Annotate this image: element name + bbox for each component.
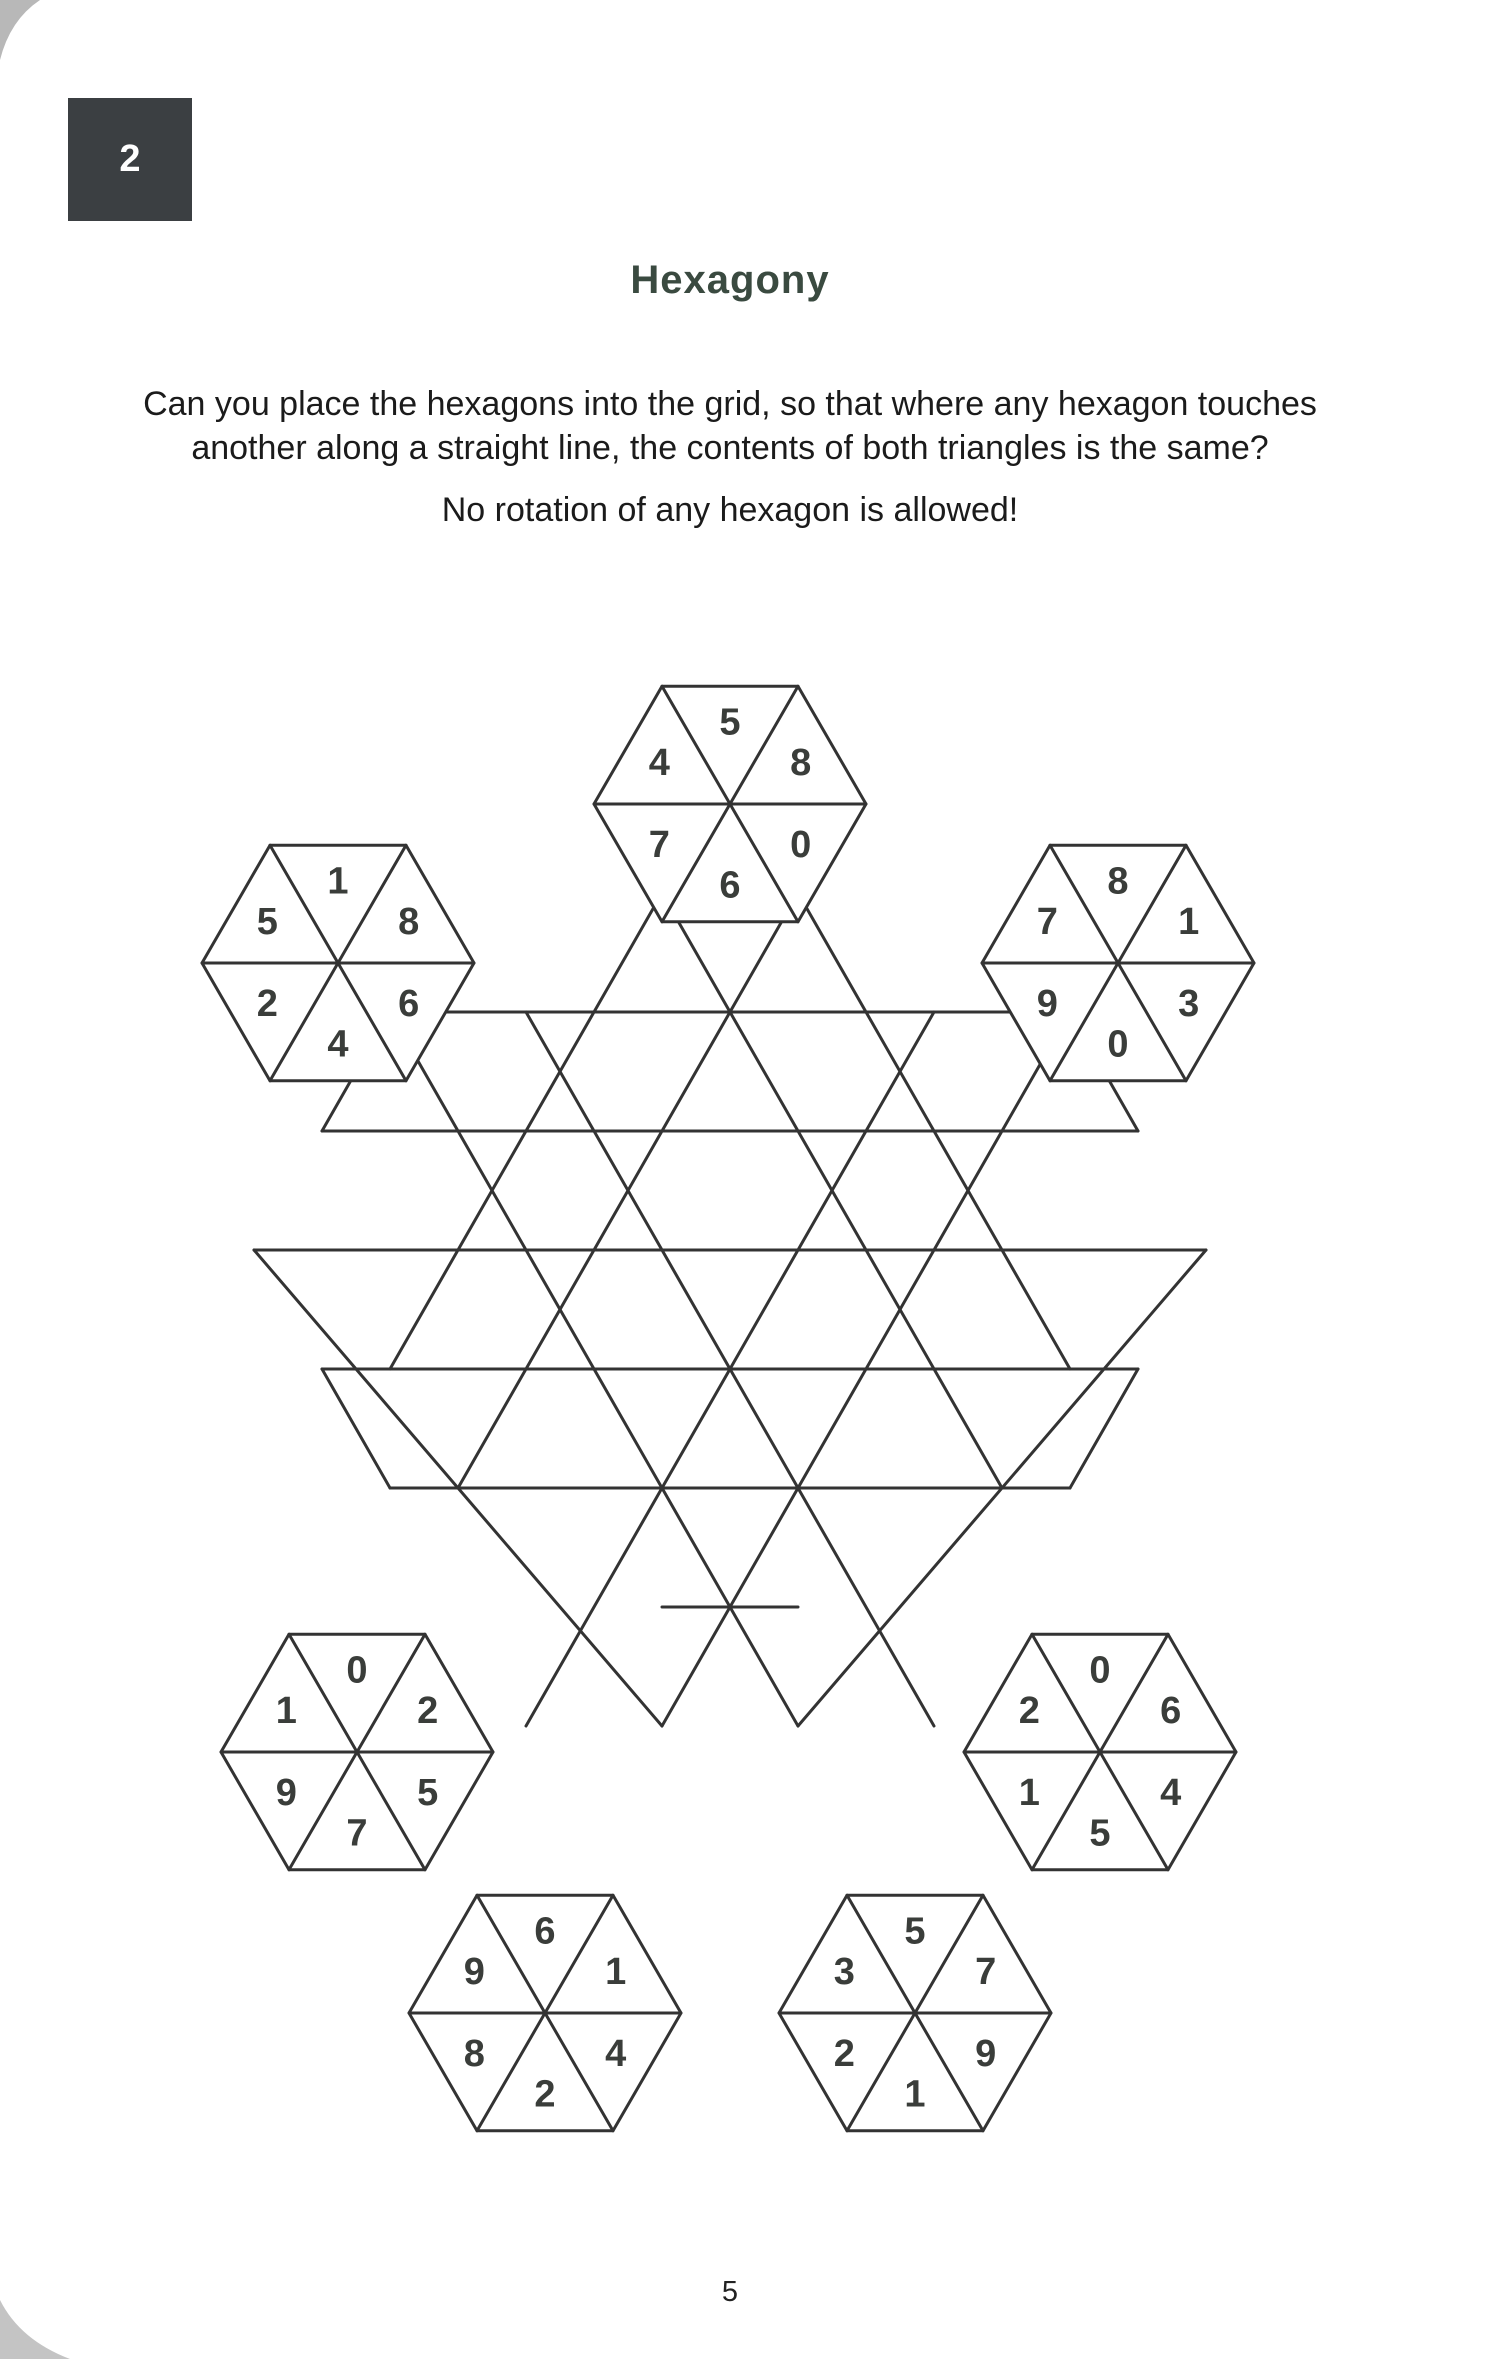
triangle-digit: 3: [833, 1951, 855, 1994]
triangle-digit: 1: [275, 1690, 297, 1733]
triangle-digit: 2: [417, 1690, 439, 1733]
hexagon-pieces: [202, 686, 1254, 2131]
triangle-digit: 9: [975, 2032, 997, 2075]
triangle-digit: 8: [1107, 860, 1129, 903]
triangle-digit: 5: [904, 1910, 926, 1953]
hexagon-lower-left[interactable]: [221, 1634, 493, 1870]
triangle-digit: 6: [398, 982, 420, 1025]
triangle-digit: 9: [463, 1951, 485, 1994]
triangle-digit: 7: [1036, 901, 1058, 944]
triangle-digit: 2: [833, 2032, 855, 2075]
triangle-digit: 7: [346, 1812, 368, 1855]
triangle-digit: 9: [1036, 982, 1058, 1025]
triangle-digit: 5: [719, 701, 741, 744]
hexagon-upper-left[interactable]: [202, 845, 474, 1081]
triangle-digit: 0: [1089, 1649, 1111, 1692]
grid-line: [322, 1369, 390, 1488]
triangle-digit: 6: [534, 1910, 556, 1953]
triangle-digit: 5: [256, 901, 278, 944]
triangle-digit: 3: [1178, 982, 1200, 1025]
page-title: Hexagony: [630, 258, 830, 302]
triangle-digit: 0: [790, 823, 812, 866]
triangle-digit: 7: [648, 823, 670, 866]
triangle-digit: 0: [1107, 1023, 1129, 1066]
triangle-digit: 8: [463, 2032, 485, 2075]
triangle-digit: 9: [275, 1771, 297, 1814]
triangle-digit: 1: [327, 860, 349, 903]
triangle-digit: 2: [256, 982, 278, 1025]
triangle-digit: 1: [1178, 901, 1200, 944]
triangle-digit: 6: [719, 864, 741, 907]
rotation-rule: No rotation of any hexagon is allowed!: [441, 491, 1019, 529]
triangle-digit: 1: [605, 1951, 627, 1994]
triangle-digit: 4: [1160, 1771, 1182, 1814]
hexagon-bottom-right[interactable]: [779, 1895, 1051, 2131]
triangle-digit: 5: [1089, 1812, 1111, 1855]
triangle-digit: 1: [904, 2073, 926, 2116]
hexagon-lower-right[interactable]: [964, 1634, 1236, 1870]
triangle-digit: 7: [975, 1951, 997, 1994]
triangle-digit: 8: [398, 901, 420, 944]
triangle-digit: 4: [648, 742, 670, 785]
puzzle-number-badge: 2: [68, 98, 192, 221]
instruction-line-2: another along a straight line, the contents of both triangles is the same?: [191, 429, 1269, 467]
triangle-digit: 2: [534, 2073, 556, 2116]
triangle-digit: 5: [417, 1771, 439, 1814]
grid-line: [1070, 1369, 1138, 1488]
page-number: 5: [721, 2276, 739, 2308]
triangle-digit: 8: [790, 742, 812, 785]
triangle-digit: 6: [1160, 1690, 1182, 1733]
triangle-digit: 4: [327, 1023, 349, 1066]
hexagon-bottom-left[interactable]: [409, 1895, 681, 2131]
instruction-line-1: Can you place the hexagons into the grid, so that where any hexagon touches: [143, 385, 1317, 423]
triangle-digit: 2: [1018, 1690, 1040, 1733]
hexagon-upper-right[interactable]: [982, 845, 1254, 1081]
triangle-digit: 0: [346, 1649, 368, 1692]
triangle-digit: 1: [1018, 1771, 1040, 1814]
hexagon-top[interactable]: [594, 686, 866, 922]
triangle-digit: 4: [605, 2032, 627, 2075]
